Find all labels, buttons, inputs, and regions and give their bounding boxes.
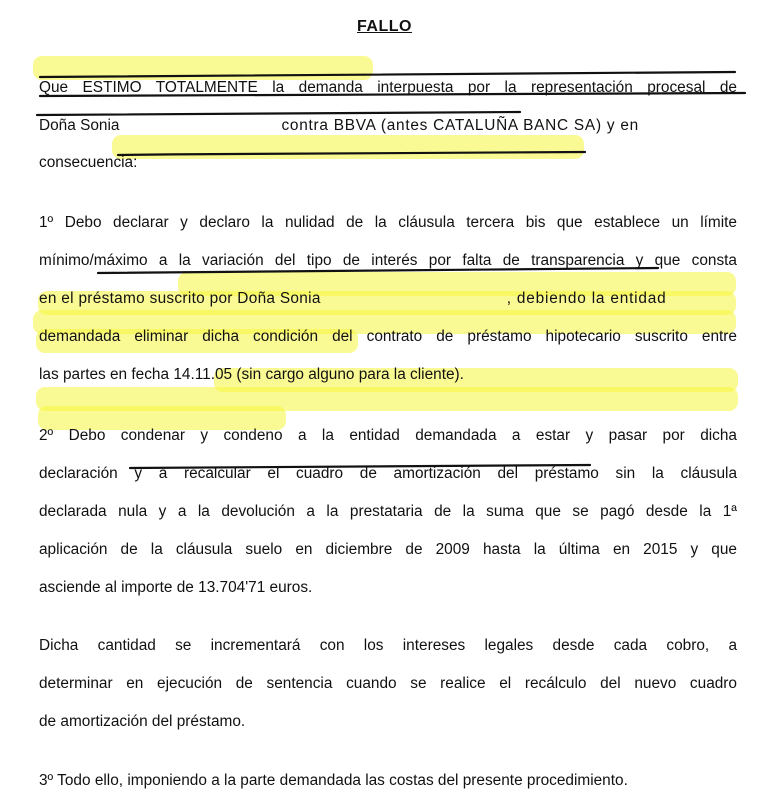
item1-line-1: 1º Debo declarar y declaro la nulidad de la cláusula tercera bis que establece un límite [39,214,737,231]
interest-line-3: de amortización del préstamo. [39,713,246,730]
item1-line-2: mínimo/máximo a la variación del tipo de interés por falta de transparencia y que consta [39,252,737,269]
intro-line-3: consecuencia: [39,154,138,171]
pen-underline [118,152,585,155]
pen-underline [98,268,658,273]
pen-underline [40,72,735,77]
entity-clause: , debiendo la entidad [506,290,667,307]
item1-line-5: las partes en fecha 14.11.05 (sin cargo alguno para la cliente). [39,366,464,383]
pen-underline [40,93,745,96]
intro-line-1: Que ESTIMO TOTALMENTE la demanda interpuesta por la representación procesal de [39,79,737,96]
item3-line-1: 3º Todo ello, imponiendo a la parte demandada las costas del presente procedimiento. [39,772,628,789]
plaintiff-name: Doña Sonia [39,117,120,134]
item2-line-1: 2º Debo condenar y condeno a la entidad demandada a estar y pasar por dicha [39,427,737,444]
item2-line-2: declaración y a recalcular el cuadro de amortización del préstamo sin la cláusula [39,465,737,482]
defendant-text: contra BBVA (antes CATALUÑA BANC SA) y en [281,117,639,134]
item2-line-5: asciende al importe de 13.704'71 euros. [39,579,313,596]
item2-line-3: declarada nula y a la devolución a la prestataria de la suma que se pagó desde la 1ª [39,503,737,520]
pen-underline [130,465,590,468]
interest-line-1: Dicha cantidad se incrementará con los intereses legales desde cada cobro, a [39,637,737,654]
interest-line-2: determinar en ejecución de sentencia cuando se realice el recálculo del nuevo cuadro [39,675,737,692]
document-title: FALLO [357,18,412,35]
item2-line-4: aplicación de la cláusula suelo en diciembre de 2009 hasta la última en 2015 y que [39,541,737,558]
item1-line-4: demandada eliminar dicha condición del contrato de préstamo hipotecario suscrito entre [39,328,737,345]
pen-underline [37,112,520,115]
loan-holder-text: en el préstamo suscrito por Doña Sonia [39,290,321,307]
